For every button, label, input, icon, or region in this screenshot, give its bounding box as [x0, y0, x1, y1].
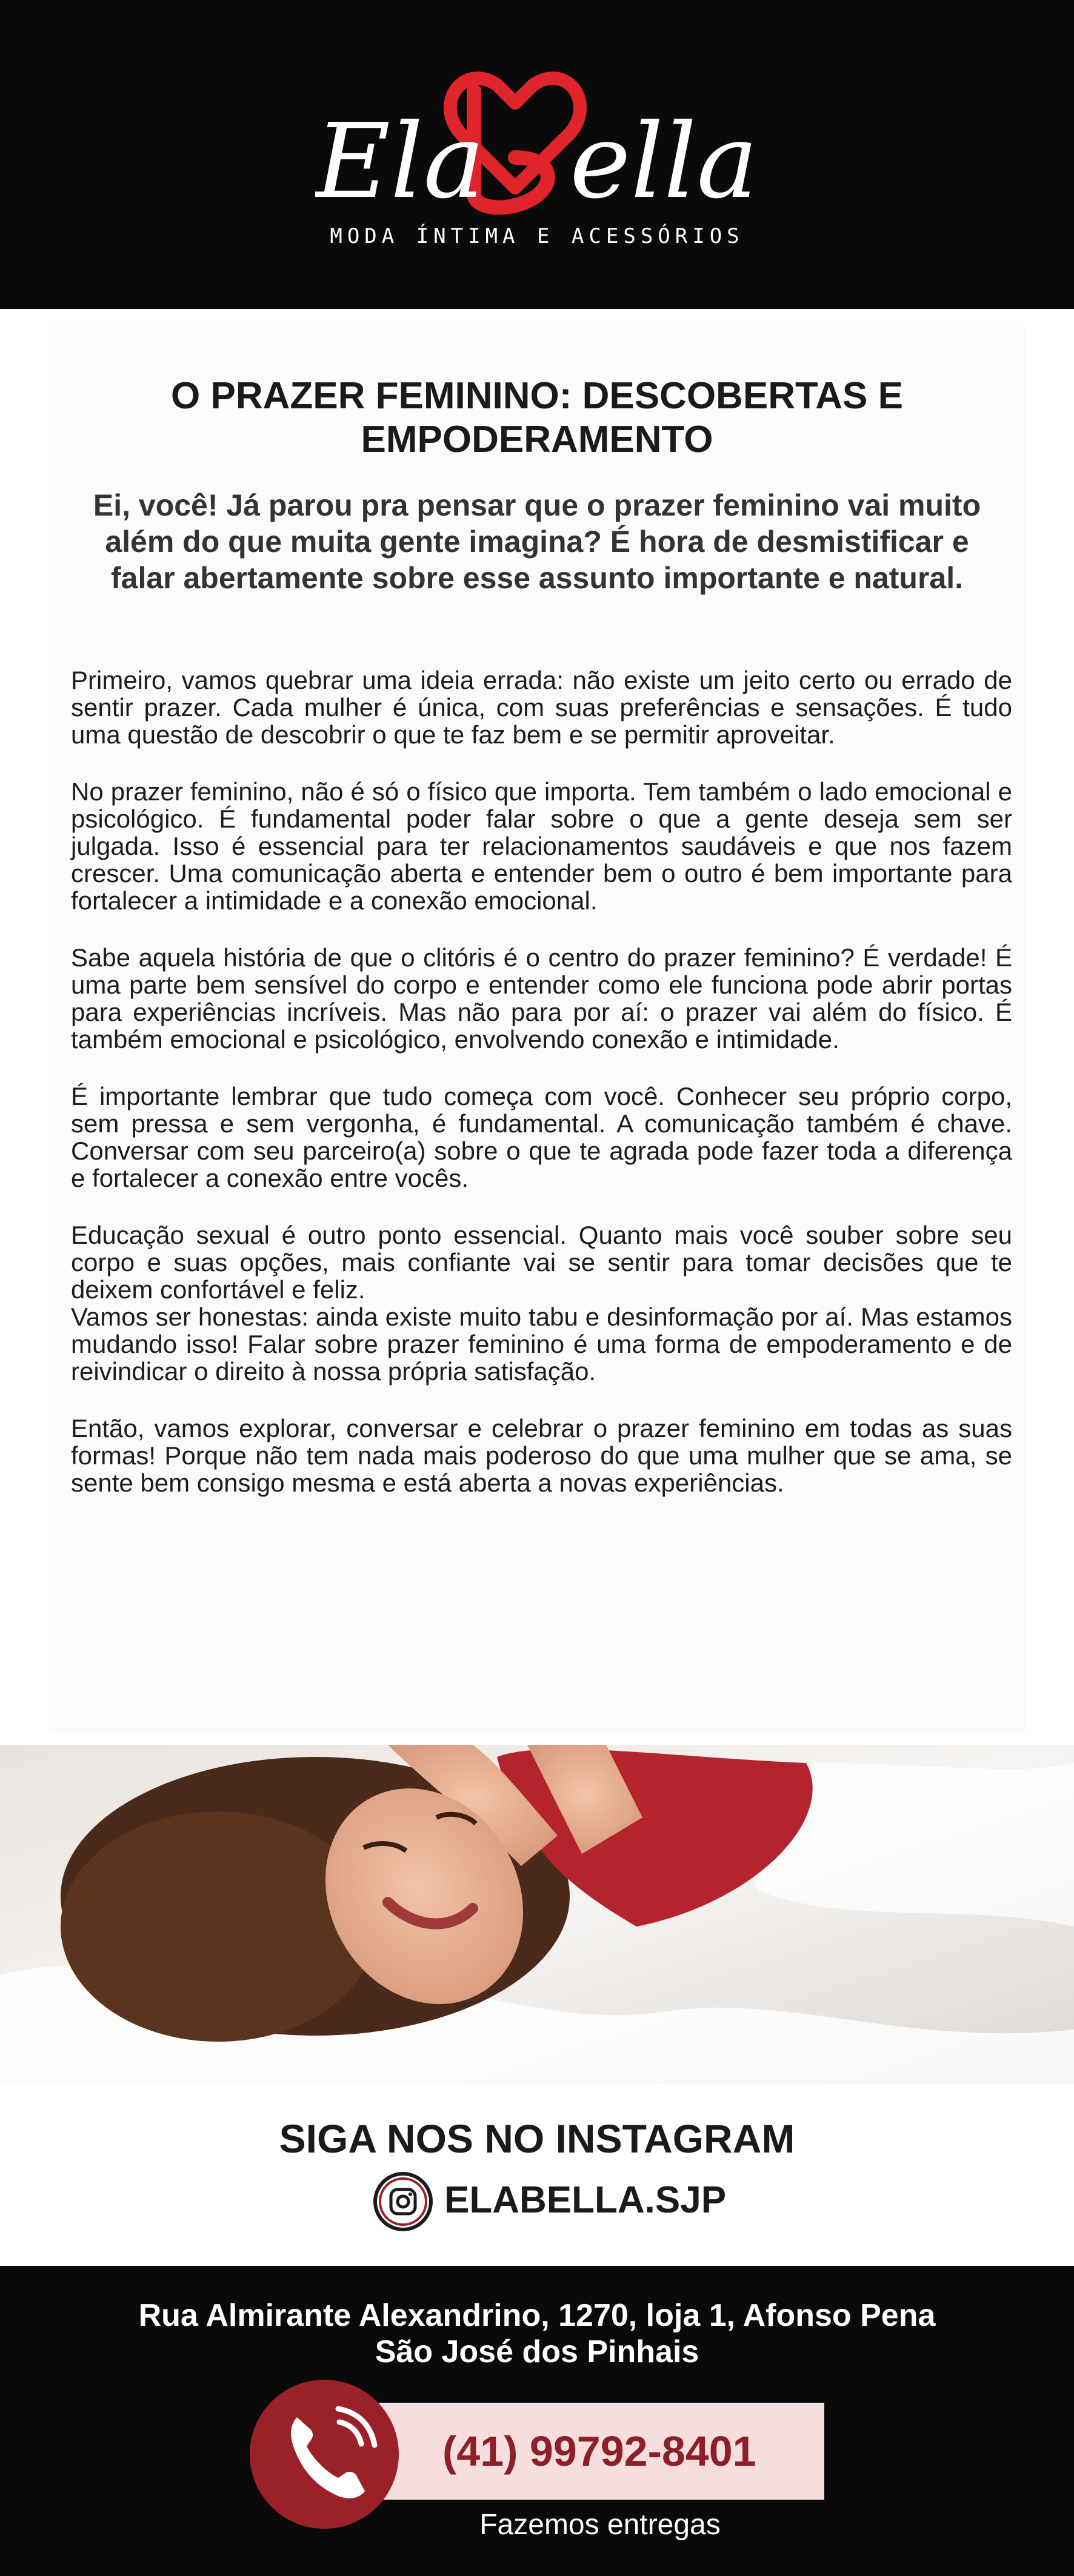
- instagram-icon: [373, 2171, 433, 2232]
- article-paragraph: É importante lembrar que tudo começa com você. Conhecer seu próprio corpo, sem pressa e sem vergonha, é fundamental. A comunicação também é chave. Conversar com seu parceiro(a) sobre o que te agrada pode fazer toda a diferença e fortalecer a conexão entre vocês.: [71, 1082, 1012, 1192]
- article-title: [48, 374, 1026, 462]
- svg-text:ella: ella: [570, 102, 758, 222]
- instagram-title: SIGA NOS NO INSTAGRAM: [279, 2116, 795, 2161]
- instagram-section: [0, 2084, 1074, 2266]
- address-line-2: São José dos Pinhais: [375, 2334, 699, 2369]
- phone-box[interactable]: [376, 2403, 824, 2500]
- brand-tagline: MODA ÍNTIMA E ACESSÓRIOS: [330, 224, 744, 248]
- instagram-handle: ELABELLA.SJP: [444, 2179, 727, 2221]
- address-line-1: Rua Almirante Alexandrino, 1270, loja 1, Afonso Pena: [138, 2298, 936, 2333]
- footer: [0, 2266, 1074, 2576]
- header: [0, 0, 1074, 309]
- article-paragraph: No prazer feminino, não é só o físico que importa. Tem também o lado emocional e psicológico. É fundamental poder falar sobre o que a gente deseja sem ser julgada. Isso é essencial para ter relacionamentos saudáveis e que nos fazem crescer. Uma comunicação aberta e entender bem o outro é bem importante para fortalecer a intimidade e a conexão emocional.: [71, 777, 1012, 915]
- article-title-line-2: EMPODERAMENTO: [361, 419, 713, 460]
- article-paragraph: Sabe aquela história de que o clitóris é o centro do prazer feminino? É verdade! É uma parte bem sensível do corpo e entender como ele funciona pode abrir portas para experiências incríveis. Mas não para por aí: o prazer vai além do físico. É também emocional e psicológico, envolvendo conexão e intimidade.: [71, 943, 1012, 1054]
- phone-icon[interactable]: [250, 2380, 399, 2529]
- brand-logo: [315, 67, 764, 224]
- article-body: [71, 666, 1012, 1526]
- article-title-line-1: O PRAZER FEMININO: DESCOBERTAS E: [171, 375, 903, 417]
- article-paragraph: Educação sexual é outro ponto essencial. Quanto mais você souber sobre seu corpo e suas opções, mais confiante vai se sentir para tomar decisões que te deixem confortável e feliz.: [71, 1221, 1012, 1304]
- hero-photo: [0, 1745, 1074, 2084]
- address: [0, 2297, 1074, 2370]
- article-paragraph: Vamos ser honestas: ainda existe muito tabu e desinformação por aí. Mas estamos mudando isso! Falar sobre prazer feminino é uma forma de empoderamento e de reivindicar o direito à nossa própria satisfação.: [71, 1303, 1012, 1386]
- article-subtitle: Ei, você! Já parou pra pensar que o prazer feminino vai muito além do que muita gente imagina? É hora de desmistificar e falar abertamente sobre esse assunto importante e natural.: [93, 488, 981, 595]
- instagram-link[interactable]: [373, 2170, 736, 2237]
- article: [48, 327, 1026, 1733]
- delivery-note: Fazemos entregas: [479, 2509, 721, 2541]
- article-paragraph: Primeiro, vamos quebrar uma ideia errada: não existe um jeito certo ou errado de sentir prazer. Cada mulher é única, com suas preferências e sensações. É tudo uma questão de descobrir o que te faz bem e se permitir aproveitar.: [71, 666, 1012, 749]
- svg-text:Ela: Ela: [315, 102, 485, 222]
- phone-number: (41) 99792-8401: [442, 2428, 756, 2475]
- article-paragraph: Então, vamos explorar, conversar e celebrar o prazer feminino em todas as suas formas! Porque não tem nada mais poderoso do que uma mulher que se ama, se sente bem consigo mesma e está aberta a novas experiências.: [71, 1414, 1012, 1497]
